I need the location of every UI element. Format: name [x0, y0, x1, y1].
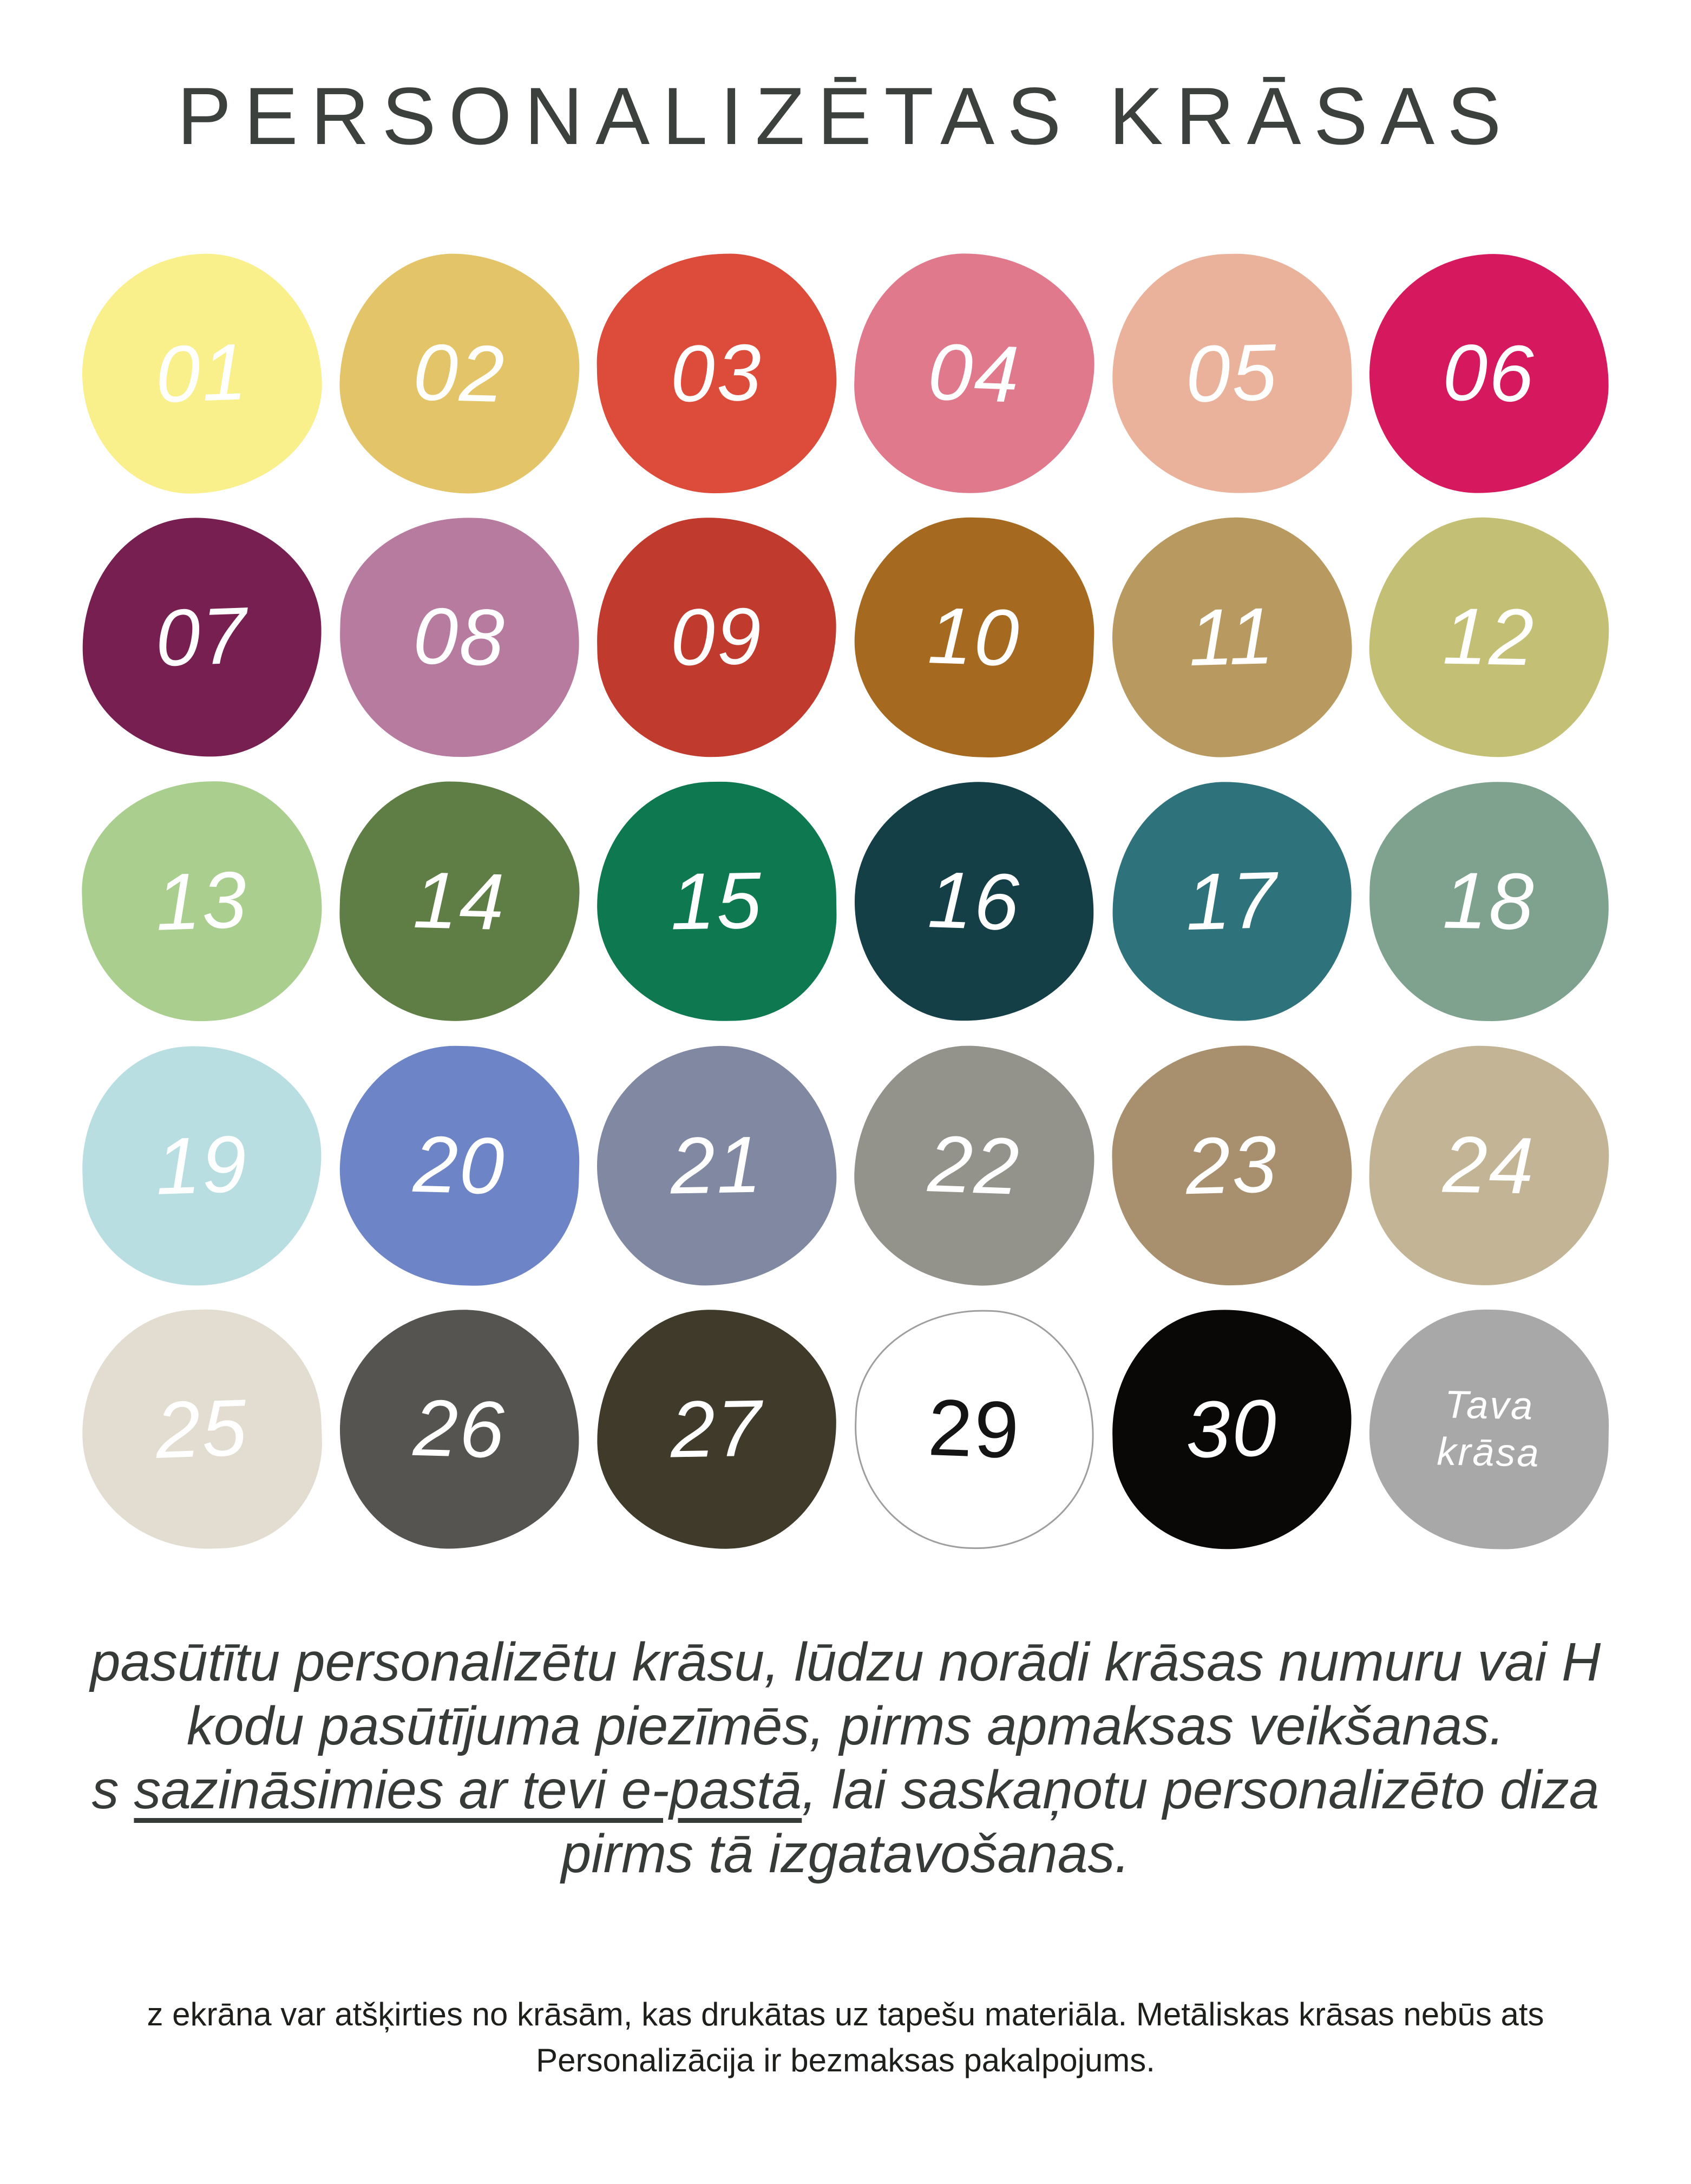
instructions-line-1: pasūtītu personalizētu krāsu, lūdzu norādi krāsas numuru vai H [90, 1631, 1601, 1692]
swatch-number: 17 [1184, 855, 1279, 947]
swatch-number: 08 [412, 591, 507, 683]
ordering-instructions [0, 1630, 1691, 1886]
swatch-11 [1109, 514, 1354, 760]
swatch-number: 12 [1442, 591, 1536, 683]
swatch-13 [78, 777, 325, 1025]
swatch-18 [1368, 780, 1611, 1023]
swatch-14 [337, 779, 582, 1024]
swatch-22 [850, 1042, 1098, 1289]
swatch-number: 26 [412, 1383, 507, 1475]
swatch-number: 04 [926, 326, 1022, 420]
swatch-custom-color-label: krāsa [1437, 1430, 1541, 1475]
swatch-number: 21 [670, 1119, 764, 1211]
swatch-number: 20 [412, 1119, 507, 1211]
swatch-15 [595, 780, 838, 1023]
swatch-number: 13 [154, 854, 250, 947]
swatch-05 [1109, 251, 1354, 496]
swatch-custom-color [1368, 1307, 1611, 1551]
swatch-10 [850, 514, 1098, 761]
swatch-07 [78, 514, 325, 761]
swatch-06 [1368, 252, 1611, 495]
swatch-27 [595, 1307, 838, 1551]
swatch-17 [1109, 779, 1354, 1024]
swatch-20 [337, 1043, 582, 1288]
swatch-21 [595, 1044, 838, 1287]
instructions-line-3-suffix: , lai saskaņotu personalizēto diza [802, 1759, 1600, 1820]
swatch-09 [595, 515, 838, 758]
swatch-number: 03 [670, 327, 764, 419]
swatch-number: 27 [670, 1383, 764, 1475]
swatch-number: 25 [154, 1383, 250, 1475]
swatch-number: 14 [412, 855, 507, 947]
swatch-29 [850, 1306, 1098, 1553]
swatch-26 [337, 1306, 582, 1552]
footnote [0, 1991, 1691, 2083]
swatch-number: 02 [412, 327, 507, 419]
swatch-number: 18 [1442, 855, 1536, 947]
swatch-number: 09 [670, 591, 764, 683]
swatch-number: 05 [1184, 327, 1279, 419]
swatch-01 [78, 250, 325, 497]
footnote-line-2: Personalizācija ir bezmaksas pakalpojums. [536, 2042, 1155, 2079]
instructions-line-3 [0, 1758, 1691, 1822]
swatch-grid [82, 254, 1609, 1549]
instructions-line-2: kodu pasūtījuma piezīmēs, pirms apmaksas veikšanas. [186, 1695, 1505, 1756]
swatch-number: 24 [1442, 1119, 1536, 1211]
swatch-23 [1109, 1043, 1354, 1288]
swatch-custom-color-label: Tava [1444, 1383, 1535, 1429]
swatch-number: 11 [1187, 591, 1276, 683]
swatch-number: 29 [926, 1383, 1022, 1475]
swatch-number: 10 [926, 591, 1022, 683]
swatch-25 [78, 1306, 325, 1553]
page-title: PERSONALIZĒTAS KRĀSAS [177, 70, 1514, 161]
swatch-number: 19 [154, 1119, 250, 1212]
swatch-30 [1109, 1306, 1354, 1552]
swatch-03 [595, 252, 838, 495]
swatch-number: 30 [1184, 1383, 1279, 1475]
instructions-line-4: pirms tā izgatavošanas. [561, 1823, 1130, 1884]
swatch-19 [78, 1042, 325, 1289]
email-contact-underlined-text: sazināsimies ar tevi e-pastā [134, 1759, 802, 1820]
swatch-number: 22 [926, 1119, 1022, 1212]
swatch-04 [850, 250, 1098, 497]
swatch-number: 15 [670, 855, 764, 947]
swatch-24 [1368, 1044, 1611, 1287]
swatch-08 [337, 514, 582, 760]
swatch-number: 16 [926, 854, 1022, 947]
swatch-number: 01 [154, 326, 250, 420]
swatch-12 [1368, 515, 1611, 758]
swatch-02 [337, 251, 582, 496]
instructions-line-3-prefix: s [91, 1759, 134, 1820]
swatch-number: 23 [1184, 1119, 1279, 1211]
footnote-line-1: z ekrāna var atšķirties no krāsām, kas drukātas uz tapešu materiāla. Metāliskas krāsas nebūs ats [147, 1996, 1544, 2032]
swatch-number: 07 [154, 591, 250, 683]
swatch-16 [850, 777, 1098, 1025]
swatch-number: 06 [1442, 327, 1536, 419]
